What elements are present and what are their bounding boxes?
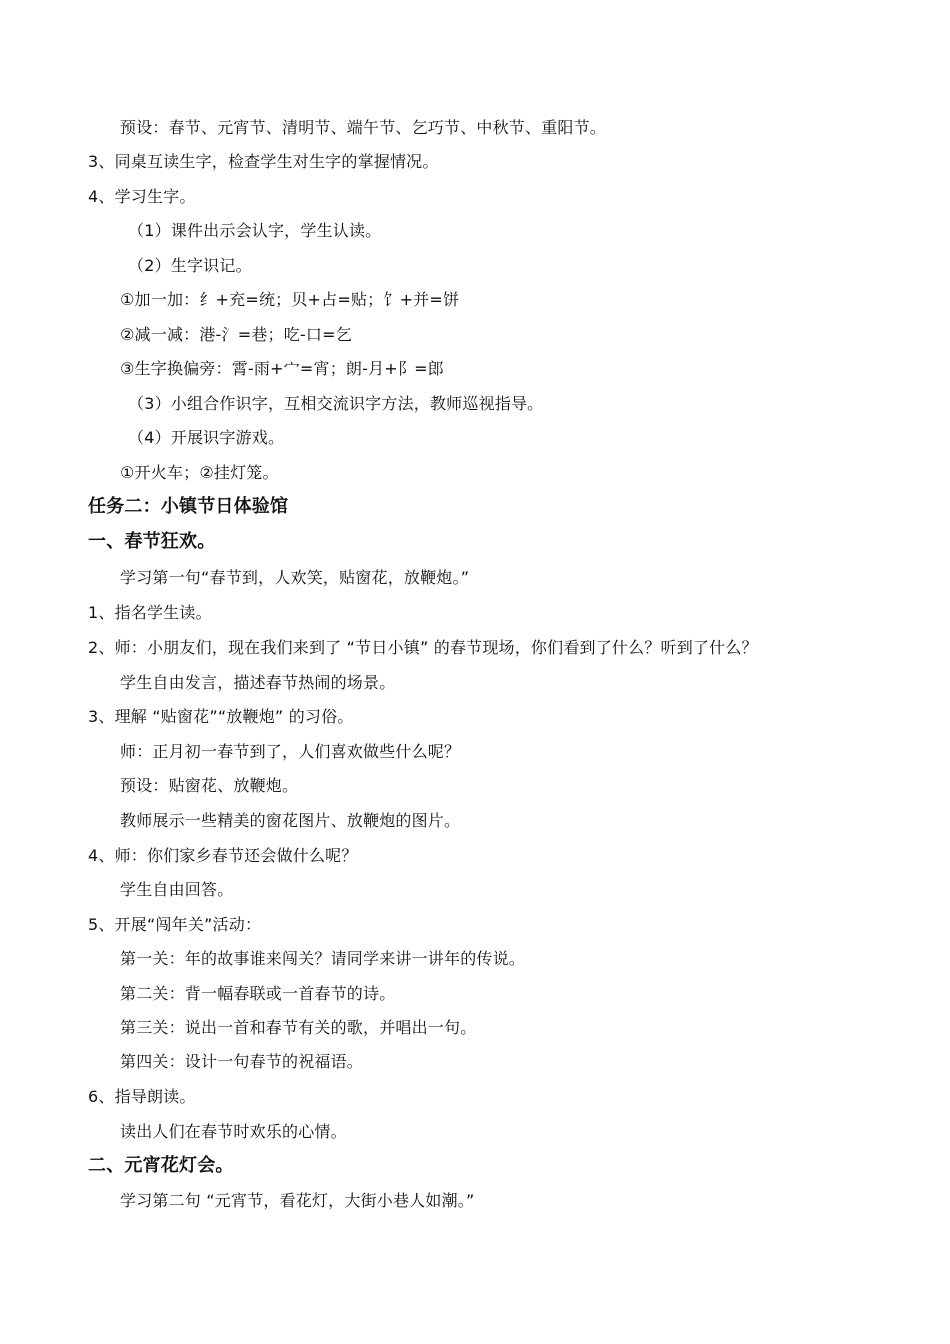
games: ①开火车；②挂灯笼。 xyxy=(120,463,279,482)
spring-step-2-detail: 学生自由发言，描述春节热闹的场景。 xyxy=(120,673,396,692)
section-one-heading: 一、春节狂欢。 xyxy=(88,531,216,552)
second-sentence: 学习第二句 “元宵节，看花灯，大街小巷人如潮。” xyxy=(120,1191,475,1210)
preset-festivals: 预设：春节、元宵节、清明节、端午节、乞巧节、中秋节、重阳节。 xyxy=(120,118,607,137)
spring-step-6-detail: 读出人们在春节时欢乐的心情。 xyxy=(120,1122,347,1141)
task-two-heading: 任务二：小镇节日体验馆 xyxy=(88,496,289,517)
level-1: 第一关：年的故事谁来闯关？请同学来讲一讲年的传说。 xyxy=(120,949,526,968)
sub-step-2: （2）生字识记。 xyxy=(128,256,252,275)
spring-step-3-preset: 预设：贴窗花、放鞭炮。 xyxy=(120,776,299,795)
spring-step-1: 1、指名学生读。 xyxy=(88,603,212,622)
method-radical-swap: ③生字换偏旁：霄-雨+宀=宵；朗-月+阝=郎 xyxy=(120,359,444,378)
sub-step-3: （3）小组合作识字，互相交流识字方法，教师巡视指导。 xyxy=(128,394,544,413)
spring-step-2: 2、师：小朋友们，现在我们来到了 “节日小镇” 的春节现场，你们看到了什么？听到了什么？ xyxy=(88,638,758,657)
spring-step-3-display: 教师展示一些精美的窗花图片、放鞭炮的图片。 xyxy=(120,811,461,830)
sub-step-1: （1）课件出示会认字，学生认读。 xyxy=(128,221,382,240)
first-sentence: 学习第一句“春节到，人欢笑，贴窗花，放鞭炮。” xyxy=(120,568,470,587)
step-3: 3、同桌互读生字，检查学生对生字的掌握情况。 xyxy=(88,152,439,171)
spring-step-3: 3、理解 “贴窗花”“放鞭炮” 的习俗。 xyxy=(88,707,354,726)
level-4: 第四关：设计一句春节的祝福语。 xyxy=(120,1052,364,1071)
sub-step-4: （4）开展识字游戏。 xyxy=(128,428,285,447)
step-4: 4、学习生字。 xyxy=(88,187,196,206)
spring-step-3-question: 师：正月初一春节到了，人们喜欢做些什么呢？ xyxy=(120,742,461,761)
level-2: 第二关：背一幅春联或一首春节的诗。 xyxy=(120,984,396,1003)
method-subtract: ②减一减：港-氵=巷；吃-口=乞 xyxy=(120,325,352,344)
method-add: ①加一加：纟+充=统；贝+占=贴；饣+并=饼 xyxy=(120,290,460,309)
level-3: 第三关：说出一首和春节有关的歌，并唱出一句。 xyxy=(120,1018,477,1037)
spring-step-4: 4、师：你们家乡春节还会做什么呢？ xyxy=(88,846,358,865)
spring-step-4-detail: 学生自由回答。 xyxy=(120,880,234,899)
section-two-heading: 二、元宵花灯会。 xyxy=(88,1155,234,1176)
spring-step-6: 6、指导朗读。 xyxy=(88,1087,196,1106)
spring-step-5: 5、开展“闯年关”活动： xyxy=(88,915,262,934)
